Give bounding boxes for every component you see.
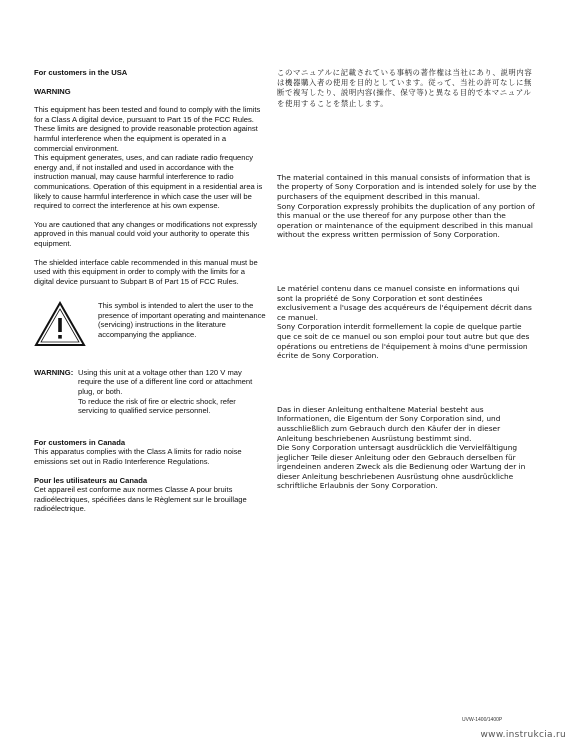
right-column [277, 68, 537, 491]
german-copyright [277, 405, 537, 491]
french-copyright-p1: Le matériel contenu dans ce manuel consiste en informations qui sont la propriété de Sony Corporation et sont destinées exclusivement a l'usage des acquéreurs de l'équipement décrit dans ce manuel. [277, 283, 532, 322]
usa-heading: For customers in the USA [34, 68, 128, 77]
french-copyright [277, 284, 537, 361]
german-copyright-p2: Die Sony Corporation untersagt ausdrücklich die Vervielfältigung jeglicher Teile dieser Anleitung oder den Gebrauch derselben für irgendeinen anderen Zweck als die Bedienung oder Wartung der in dieser Anleitung beschriebenen Ausrüstung ohne ausdrückliche schriftliche Erlaubnis der Sony Corporation. [277, 443, 526, 491]
canada-fr-text: Cet appareil est conforme aux normes Classe A pour bruits radioélectriques, spécifiées dans le Règlement sur le brouillage radioélectrique. [34, 485, 247, 514]
left-column [34, 68, 266, 514]
model-code: UVW-1400/1400P [462, 717, 503, 723]
japanese-copyright: このマニュアルに記載されている事柄の著作権は当社にあり、説明内容は機器購入者の使用を目的としています。従って、当社の許可なしに無断で複写したり、説明内容(操作、保守等)と異なる目的で本マニュアルを使用することを禁止します。 [277, 68, 533, 108]
fcc-paragraph-2: This equipment generates, uses, and can radiate radio frequency energy and, if not installed and used in accordance with the instruction manual, may cause harmful interference to radio communications. Operation of this equipment in a residential area is likely to cause harmful interference in which case the user will be required to correct the interference at his own expense. [34, 153, 263, 211]
warning-heading: WARNING [34, 86, 71, 96]
voltage-warning-label: WARNING: [34, 367, 74, 377]
english-copyright-p2: Sony Corporation expressly prohibits the duplication of any portion of this manual or the use thereof for any purpose other than the operation or maintenance of the equipment described in this manual without the express written permission of Sony Corporation. [277, 201, 535, 240]
voltage-warning [34, 368, 266, 397]
canada-heading: For customers in Canada [34, 437, 126, 447]
english-copyright [277, 173, 537, 240]
fcc-paragraph-1: This equipment has been tested and found to comply with the limits for a Class A digital device, pursuant to Part 15 of the FCC Rules. These limits are designed to provide reasonable protection against harmful interference when the equipment is operated in a commercial environment. [34, 105, 261, 153]
french-copyright-p2: Sony Corporation interdit formellement la copie de quelque partie que ce soit de ce manuel ou son emploi pour tout autre but que des opérations ou entretiens de l'équipement à moins d'une permission écrite de Sony Corporation. [277, 322, 530, 361]
canada-text: This apparatus complies with the Class A limits for radio noise emissions set out in Radio Interference Regulations. [34, 447, 242, 467]
fcc-paragraph-3: You are cautioned that any changes or modifications not expressly approved in this manual could void your authority to operate this equipment. [34, 219, 258, 248]
english-copyright-p1: The material contained in this manual consists of information that is the property of Sony Corporation and is intended solely for use by the purchasers of the equipment described in this manual. [277, 172, 537, 201]
german-copyright-p1: Das in dieser Anleitung enthaltene Material besteht aus Informationen, die Eigentum der Sony Corporation sind, und ausschließlich zum Gebrauch durch den Käufer der in dieser Anleitung beschriebenen Ausrüstung bestimmt sind. [277, 404, 501, 443]
fcc-paragraph-4: The shielded interface cable recommended in this manual must be used with this equipment in order to comply with the limits for a digital device pursuant to Subpart B of Part 15 of FCC Rules. [34, 257, 258, 286]
shock-warning-text: To reduce the risk of fire or electric shock, refer servicing to qualified service personnel. [78, 396, 236, 416]
watermark-site: www.instrukcia.ru [480, 730, 566, 740]
symbol-explanation: This symbol is intended to alert the user to the presence of important operating and maintenance (servicing) instructions in the literature accompanying the appliance. [98, 301, 266, 340]
symbol-notice [34, 301, 266, 350]
voltage-warning-text: Using this unit at a voltage other than 120 V may require the use of a different line cord or attachment plug, or both. [78, 367, 253, 397]
canada-fr-heading: Pour les utilisateurs au Canada [34, 475, 148, 485]
exclamation-triangle-icon [34, 301, 92, 350]
